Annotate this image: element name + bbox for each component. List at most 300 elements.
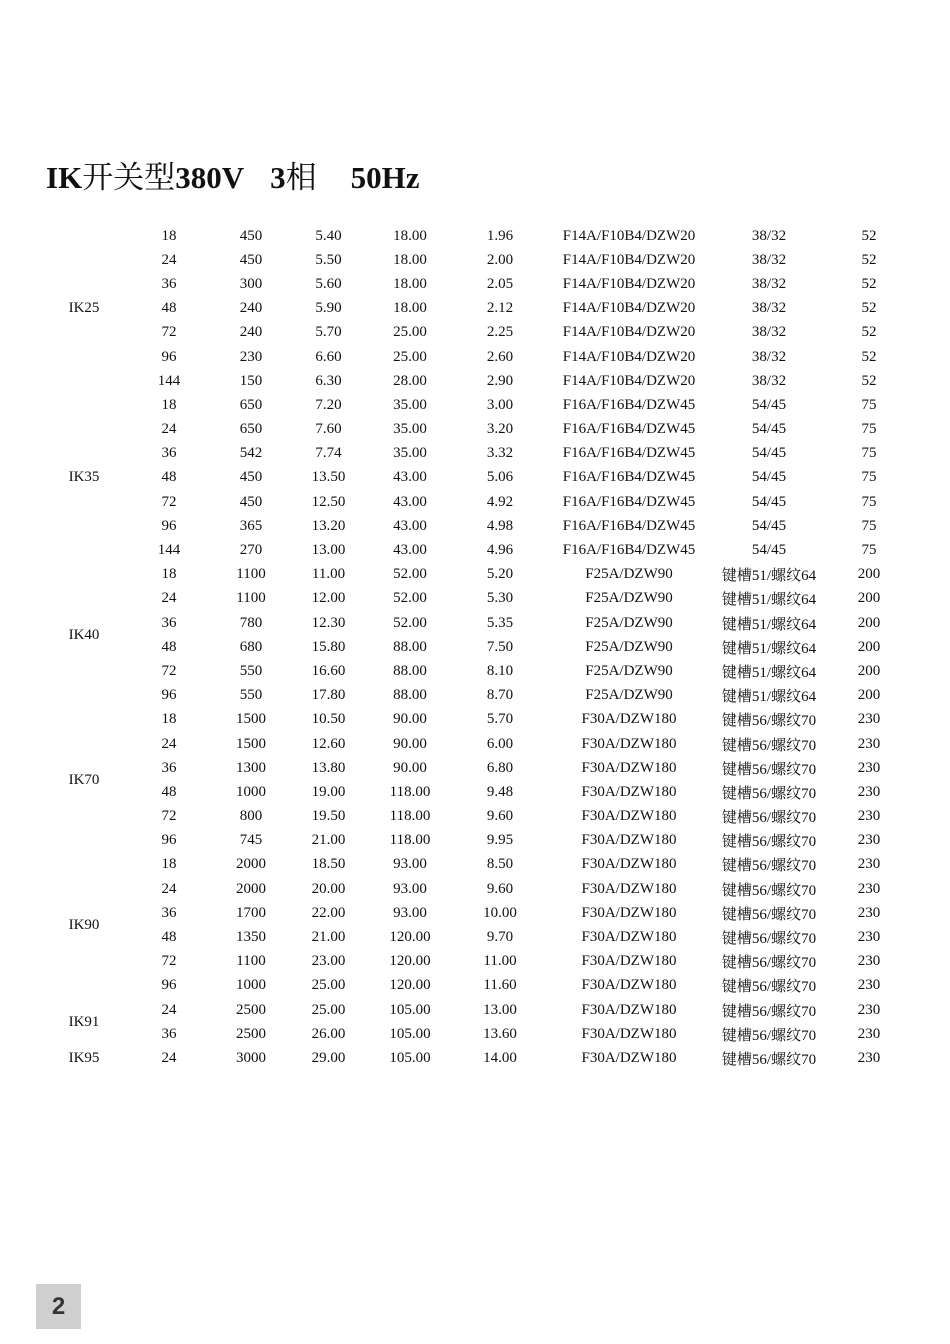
max-current-cell: 18.00 bbox=[393, 227, 427, 244]
table-row bbox=[40, 853, 913, 877]
flange-type-cell: F16A/F16B4/DZW45 bbox=[562, 542, 696, 559]
flange-type-cell: F30A/DZW180 bbox=[581, 832, 677, 849]
current-cell: 25.00 bbox=[311, 1001, 346, 1018]
rated-torque-cell: 1000 bbox=[236, 977, 266, 994]
length-cell: 200 bbox=[857, 638, 881, 655]
weight-cell: 9.60 bbox=[486, 808, 514, 825]
table-row bbox=[40, 248, 913, 272]
table-row bbox=[40, 466, 913, 490]
rated-torque-cell: 2000 bbox=[236, 880, 266, 897]
shaft-spec-cell: 38/32 bbox=[751, 300, 787, 317]
flange-type-cell: F30A/DZW180 bbox=[581, 977, 677, 994]
max-current-cell: 90.00 bbox=[393, 735, 427, 752]
max-current-cell: 90.00 bbox=[393, 711, 427, 728]
length-cell: 230 bbox=[857, 711, 881, 728]
table-row bbox=[40, 369, 913, 393]
max-current-cell: 25.00 bbox=[393, 324, 427, 341]
weight-cell: 2.90 bbox=[486, 372, 514, 389]
pole-count-cell: 24 bbox=[161, 1001, 177, 1018]
max-current-cell: 52.00 bbox=[393, 566, 427, 583]
model-cell: IK40 bbox=[68, 626, 100, 643]
flange-type-cell: F14A/F10B4/DZW20 bbox=[562, 348, 696, 365]
model-cell: IK95 bbox=[68, 1049, 100, 1066]
table-body bbox=[40, 224, 913, 1071]
current-cell: 5.70 bbox=[315, 324, 342, 341]
flange-type-cell: F30A/DZW180 bbox=[581, 1049, 677, 1066]
weight-cell: 9.95 bbox=[486, 832, 514, 849]
weight-cell: 2.25 bbox=[486, 324, 514, 341]
weight-cell: 8.10 bbox=[486, 662, 514, 679]
shaft-spec-cell: 键槽51/螺纹64 bbox=[721, 592, 817, 609]
weight-cell: 14.00 bbox=[483, 1049, 517, 1066]
weight-cell: 11.60 bbox=[483, 977, 517, 994]
rated-torque-cell: 550 bbox=[239, 662, 263, 679]
max-current-cell: 52.00 bbox=[393, 590, 427, 607]
max-current-cell: 105.00 bbox=[389, 1001, 431, 1018]
max-current-cell: 35.00 bbox=[393, 396, 427, 413]
flange-type-cell: F30A/DZW180 bbox=[581, 808, 677, 825]
weight-cell: 13.00 bbox=[483, 1001, 517, 1018]
length-cell: 230 bbox=[857, 1025, 881, 1042]
weight-cell: 3.00 bbox=[486, 396, 514, 413]
weight-cell: 9.70 bbox=[486, 929, 514, 946]
length-cell: 52 bbox=[861, 227, 877, 244]
rated-torque-cell: 650 bbox=[239, 421, 263, 438]
pole-count-cell: 144 bbox=[157, 372, 181, 389]
pole-count-cell: 72 bbox=[161, 324, 177, 341]
flange-type-cell: F30A/DZW180 bbox=[581, 759, 677, 776]
max-current-cell: 93.00 bbox=[393, 856, 427, 873]
length-cell: 230 bbox=[857, 759, 881, 776]
max-current-cell: 93.00 bbox=[393, 880, 427, 897]
max-current-cell: 43.00 bbox=[393, 493, 427, 510]
shaft-spec-cell: 键槽51/螺纹64 bbox=[721, 664, 817, 681]
flange-type-cell: F30A/DZW180 bbox=[581, 1001, 677, 1018]
rated-torque-cell: 1300 bbox=[236, 759, 266, 776]
max-current-cell: 28.00 bbox=[393, 372, 427, 389]
current-cell: 5.40 bbox=[315, 227, 342, 244]
table-row bbox=[40, 998, 913, 1022]
max-current-cell: 90.00 bbox=[393, 759, 427, 776]
flange-type-cell: F25A/DZW90 bbox=[585, 590, 673, 607]
pole-count-cell: 18 bbox=[161, 566, 177, 583]
weight-cell: 5.20 bbox=[486, 566, 514, 583]
shaft-spec-cell: 键槽56/螺纹70 bbox=[721, 1003, 817, 1020]
max-current-cell: 88.00 bbox=[393, 638, 427, 655]
max-current-cell: 120.00 bbox=[389, 929, 431, 946]
pole-count-cell: 24 bbox=[161, 880, 177, 897]
rated-torque-cell: 450 bbox=[239, 227, 263, 244]
title-phase-label: 相 bbox=[285, 160, 317, 195]
length-cell: 52 bbox=[861, 251, 877, 268]
table-row bbox=[40, 780, 913, 804]
max-current-cell: 35.00 bbox=[393, 421, 427, 438]
weight-cell: 4.92 bbox=[486, 493, 514, 510]
length-cell: 75 bbox=[861, 445, 877, 462]
max-current-cell: 25.00 bbox=[393, 348, 427, 365]
weight-cell: 8.70 bbox=[486, 687, 514, 704]
shaft-spec-cell: 键槽56/螺纹70 bbox=[721, 1027, 817, 1044]
pole-count-cell: 72 bbox=[161, 953, 177, 970]
flange-type-cell: F30A/DZW180 bbox=[581, 953, 677, 970]
max-current-cell: 52.00 bbox=[393, 614, 427, 631]
current-cell: 25.00 bbox=[311, 977, 346, 994]
max-current-cell: 105.00 bbox=[389, 1049, 431, 1066]
shaft-spec-cell: 键槽56/螺纹70 bbox=[721, 834, 817, 851]
flange-type-cell: F14A/F10B4/DZW20 bbox=[562, 275, 696, 292]
weight-cell: 3.32 bbox=[486, 445, 514, 462]
current-cell: 20.00 bbox=[311, 880, 346, 897]
pole-count-cell: 36 bbox=[161, 614, 177, 631]
title-phase-number: 3 bbox=[270, 160, 286, 195]
table-row bbox=[40, 950, 913, 974]
pole-count-cell: 144 bbox=[157, 542, 181, 559]
length-cell: 200 bbox=[857, 590, 881, 607]
current-cell: 29.00 bbox=[311, 1049, 346, 1066]
current-cell: 5.50 bbox=[315, 251, 342, 268]
model-cell: IK70 bbox=[68, 771, 100, 788]
weight-cell: 5.35 bbox=[486, 614, 514, 631]
max-current-cell: 105.00 bbox=[389, 1025, 431, 1042]
flange-type-cell: F14A/F10B4/DZW20 bbox=[562, 324, 696, 341]
shaft-spec-cell: 键槽56/螺纹70 bbox=[721, 713, 817, 730]
model-cell: IK35 bbox=[68, 469, 100, 486]
current-cell: 12.50 bbox=[311, 493, 346, 510]
max-current-cell: 120.00 bbox=[389, 953, 431, 970]
pole-count-cell: 96 bbox=[161, 348, 177, 365]
current-cell: 11.00 bbox=[311, 566, 346, 583]
current-cell: 12.60 bbox=[311, 735, 346, 752]
rated-torque-cell: 2000 bbox=[236, 856, 266, 873]
shaft-spec-cell: 键槽56/螺纹70 bbox=[721, 761, 817, 778]
max-current-cell: 88.00 bbox=[393, 687, 427, 704]
pole-count-cell: 48 bbox=[161, 300, 177, 317]
pole-count-cell: 36 bbox=[161, 1025, 177, 1042]
shaft-spec-cell: 38/32 bbox=[751, 275, 787, 292]
current-cell: 7.60 bbox=[315, 421, 342, 438]
pole-count-cell: 36 bbox=[161, 445, 177, 462]
pole-count-cell: 96 bbox=[161, 832, 177, 849]
flange-type-cell: F14A/F10B4/DZW20 bbox=[562, 251, 696, 268]
pole-count-cell: 48 bbox=[161, 783, 177, 800]
rated-torque-cell: 1100 bbox=[236, 590, 266, 607]
pole-count-cell: 36 bbox=[161, 759, 177, 776]
flange-type-cell: F30A/DZW180 bbox=[581, 929, 677, 946]
rated-torque-cell: 240 bbox=[239, 300, 263, 317]
rated-torque-cell: 542 bbox=[239, 445, 263, 462]
pole-count-cell: 24 bbox=[161, 735, 177, 752]
current-cell: 13.80 bbox=[311, 759, 346, 776]
table-row bbox=[40, 684, 913, 708]
length-cell: 75 bbox=[861, 542, 877, 559]
table-row bbox=[40, 659, 913, 683]
current-cell: 13.50 bbox=[311, 469, 346, 486]
flange-type-cell: F16A/F16B4/DZW45 bbox=[562, 493, 696, 510]
shaft-spec-cell: 54/45 bbox=[751, 396, 787, 413]
flange-type-cell: F16A/F16B4/DZW45 bbox=[562, 517, 696, 534]
title-brand: IK bbox=[46, 160, 83, 195]
table-row bbox=[40, 1022, 913, 1046]
shaft-spec-cell: 键槽51/螺纹64 bbox=[721, 568, 817, 585]
length-cell: 230 bbox=[857, 953, 881, 970]
rated-torque-cell: 1100 bbox=[236, 953, 266, 970]
current-cell: 21.00 bbox=[311, 929, 346, 946]
current-cell: 19.00 bbox=[311, 783, 346, 800]
table-row bbox=[40, 805, 913, 829]
shaft-spec-cell: 54/45 bbox=[751, 445, 787, 462]
table-row bbox=[40, 877, 913, 901]
weight-cell: 13.60 bbox=[483, 1025, 517, 1042]
table-row bbox=[40, 756, 913, 780]
table-row bbox=[40, 538, 913, 562]
shaft-spec-cell: 54/45 bbox=[751, 421, 787, 438]
table-row bbox=[40, 297, 913, 321]
rated-torque-cell: 2500 bbox=[236, 1001, 266, 1018]
model-cell: IK91 bbox=[68, 1013, 100, 1030]
length-cell: 230 bbox=[857, 1001, 881, 1018]
table-row bbox=[40, 708, 913, 732]
shaft-spec-cell: 键槽51/螺纹64 bbox=[721, 689, 817, 706]
length-cell: 75 bbox=[861, 396, 877, 413]
shaft-spec-cell: 键槽56/螺纹70 bbox=[721, 979, 817, 996]
max-current-cell: 43.00 bbox=[393, 469, 427, 486]
table-row bbox=[40, 611, 913, 635]
flange-type-cell: F30A/DZW180 bbox=[581, 735, 677, 752]
rated-torque-cell: 1500 bbox=[236, 711, 266, 728]
rated-torque-cell: 230 bbox=[239, 348, 263, 365]
flange-type-cell: F30A/DZW180 bbox=[581, 711, 677, 728]
weight-cell: 11.00 bbox=[483, 953, 517, 970]
flange-type-cell: F30A/DZW180 bbox=[581, 1025, 677, 1042]
length-cell: 230 bbox=[857, 832, 881, 849]
weight-cell: 6.80 bbox=[486, 759, 514, 776]
shaft-spec-cell: 38/32 bbox=[751, 372, 787, 389]
max-current-cell: 118.00 bbox=[389, 832, 431, 849]
rated-torque-cell: 240 bbox=[239, 324, 263, 341]
length-cell: 230 bbox=[857, 929, 881, 946]
table-row bbox=[40, 514, 913, 538]
table-row bbox=[40, 272, 913, 296]
current-cell: 12.30 bbox=[311, 614, 346, 631]
weight-cell: 9.48 bbox=[486, 783, 514, 800]
rated-torque-cell: 745 bbox=[239, 832, 263, 849]
shaft-spec-cell: 54/45 bbox=[751, 493, 787, 510]
weight-cell: 4.96 bbox=[486, 542, 514, 559]
shaft-spec-cell: 键槽56/螺纹70 bbox=[721, 785, 817, 802]
length-cell: 75 bbox=[861, 421, 877, 438]
pole-count-cell: 24 bbox=[161, 251, 177, 268]
length-cell: 52 bbox=[861, 300, 877, 317]
shaft-spec-cell: 54/45 bbox=[751, 469, 787, 486]
rated-torque-cell: 3000 bbox=[236, 1049, 266, 1066]
flange-type-cell: F25A/DZW90 bbox=[585, 638, 673, 655]
shaft-spec-cell: 键槽51/螺纹64 bbox=[721, 616, 817, 633]
table-row bbox=[40, 345, 913, 369]
flange-type-cell: F30A/DZW180 bbox=[581, 880, 677, 897]
shaft-spec-cell: 键槽56/螺纹70 bbox=[721, 737, 817, 754]
max-current-cell: 120.00 bbox=[389, 977, 431, 994]
table-row bbox=[40, 901, 913, 925]
model-cell: IK90 bbox=[68, 916, 100, 933]
flange-type-cell: F30A/DZW180 bbox=[581, 783, 677, 800]
length-cell: 52 bbox=[861, 372, 877, 389]
current-cell: 6.30 bbox=[315, 372, 342, 389]
weight-cell: 3.20 bbox=[486, 421, 514, 438]
rated-torque-cell: 270 bbox=[239, 542, 263, 559]
pole-count-cell: 48 bbox=[161, 638, 177, 655]
current-cell: 5.60 bbox=[315, 275, 342, 292]
current-cell: 21.00 bbox=[311, 832, 346, 849]
table-row bbox=[40, 587, 913, 611]
table-row bbox=[40, 321, 913, 345]
title-type: 开关型 bbox=[82, 160, 176, 195]
length-cell: 230 bbox=[857, 735, 881, 752]
shaft-spec-cell: 键槽56/螺纹70 bbox=[721, 906, 817, 923]
length-cell: 75 bbox=[861, 493, 877, 510]
pole-count-cell: 18 bbox=[161, 396, 177, 413]
max-current-cell: 88.00 bbox=[393, 662, 427, 679]
shaft-spec-cell: 38/32 bbox=[751, 227, 787, 244]
max-current-cell: 35.00 bbox=[393, 445, 427, 462]
rated-torque-cell: 300 bbox=[239, 275, 263, 292]
weight-cell: 8.50 bbox=[486, 856, 514, 873]
flange-type-cell: F25A/DZW90 bbox=[585, 662, 673, 679]
pole-count-cell: 18 bbox=[161, 227, 177, 244]
rated-torque-cell: 680 bbox=[239, 638, 263, 655]
table-row bbox=[40, 732, 913, 756]
rated-torque-cell: 2500 bbox=[236, 1025, 266, 1042]
rated-torque-cell: 150 bbox=[239, 372, 263, 389]
weight-cell: 2.00 bbox=[486, 251, 514, 268]
length-cell: 75 bbox=[861, 517, 877, 534]
pole-count-cell: 18 bbox=[161, 711, 177, 728]
current-cell: 13.20 bbox=[311, 517, 346, 534]
pole-count-cell: 96 bbox=[161, 977, 177, 994]
flange-type-cell: F16A/F16B4/DZW45 bbox=[562, 421, 696, 438]
weight-cell: 2.05 bbox=[486, 275, 514, 292]
flange-type-cell: F14A/F10B4/DZW20 bbox=[562, 372, 696, 389]
current-cell: 7.20 bbox=[315, 396, 342, 413]
current-cell: 16.60 bbox=[311, 662, 346, 679]
pole-count-cell: 24 bbox=[161, 590, 177, 607]
page-number: 2 bbox=[36, 1284, 81, 1329]
max-current-cell: 43.00 bbox=[393, 542, 427, 559]
length-cell: 52 bbox=[861, 348, 877, 365]
length-cell: 230 bbox=[857, 880, 881, 897]
shaft-spec-cell: 键槽56/螺纹70 bbox=[721, 955, 817, 972]
weight-cell: 10.00 bbox=[483, 904, 517, 921]
weight-cell: 7.50 bbox=[486, 638, 514, 655]
rated-torque-cell: 800 bbox=[239, 808, 263, 825]
motor-spec-table bbox=[40, 224, 913, 1071]
flange-type-cell: F25A/DZW90 bbox=[585, 566, 673, 583]
rated-torque-cell: 1000 bbox=[236, 783, 266, 800]
table-row bbox=[40, 442, 913, 466]
shaft-spec-cell: 键槽56/螺纹70 bbox=[721, 810, 817, 827]
shaft-spec-cell: 38/32 bbox=[751, 324, 787, 341]
pole-count-cell: 48 bbox=[161, 929, 177, 946]
current-cell: 18.50 bbox=[311, 856, 346, 873]
rated-torque-cell: 1350 bbox=[236, 929, 266, 946]
current-cell: 19.50 bbox=[311, 808, 346, 825]
length-cell: 200 bbox=[857, 614, 881, 631]
pole-count-cell: 24 bbox=[161, 421, 177, 438]
shaft-spec-cell: 键槽56/螺纹70 bbox=[721, 858, 817, 875]
flange-type-cell: F30A/DZW180 bbox=[581, 904, 677, 921]
weight-cell: 2.12 bbox=[486, 300, 514, 317]
flange-type-cell: F14A/F10B4/DZW20 bbox=[562, 227, 696, 244]
table-row bbox=[40, 635, 913, 659]
table-row bbox=[40, 393, 913, 417]
max-current-cell: 18.00 bbox=[393, 251, 427, 268]
length-cell: 200 bbox=[857, 566, 881, 583]
rated-torque-cell: 1700 bbox=[236, 904, 266, 921]
max-current-cell: 118.00 bbox=[389, 783, 431, 800]
flange-type-cell: F16A/F16B4/DZW45 bbox=[562, 445, 696, 462]
table-row bbox=[40, 224, 913, 248]
rated-torque-cell: 650 bbox=[239, 396, 263, 413]
max-current-cell: 118.00 bbox=[389, 808, 431, 825]
rated-torque-cell: 450 bbox=[239, 493, 263, 510]
length-cell: 230 bbox=[857, 977, 881, 994]
rated-torque-cell: 1500 bbox=[236, 735, 266, 752]
length-cell: 52 bbox=[861, 324, 877, 341]
table-row bbox=[40, 418, 913, 442]
pole-count-cell: 72 bbox=[161, 493, 177, 510]
current-cell: 23.00 bbox=[311, 953, 346, 970]
shaft-spec-cell: 38/32 bbox=[751, 348, 787, 365]
current-cell: 15.80 bbox=[311, 638, 346, 655]
shaft-spec-cell: 键槽56/螺纹70 bbox=[721, 882, 817, 899]
table-row bbox=[40, 974, 913, 998]
flange-type-cell: F14A/F10B4/DZW20 bbox=[562, 300, 696, 317]
current-cell: 12.00 bbox=[311, 590, 346, 607]
title-voltage: 380V bbox=[175, 160, 245, 195]
flange-type-cell: F25A/DZW90 bbox=[585, 614, 673, 631]
length-cell: 230 bbox=[857, 783, 881, 800]
table-row bbox=[40, 490, 913, 514]
model-cell: IK25 bbox=[68, 300, 100, 317]
current-cell: 17.80 bbox=[311, 687, 346, 704]
length-cell: 75 bbox=[861, 469, 877, 486]
current-cell: 10.50 bbox=[311, 711, 346, 728]
flange-type-cell: F25A/DZW90 bbox=[585, 687, 673, 704]
table-row bbox=[40, 829, 913, 853]
shaft-spec-cell: 38/32 bbox=[751, 251, 787, 268]
max-current-cell: 18.00 bbox=[393, 275, 427, 292]
flange-type-cell: F16A/F16B4/DZW45 bbox=[562, 396, 696, 413]
flange-type-cell: F16A/F16B4/DZW45 bbox=[562, 469, 696, 486]
length-cell: 230 bbox=[857, 808, 881, 825]
weight-cell: 6.00 bbox=[486, 735, 514, 752]
max-current-cell: 93.00 bbox=[393, 904, 427, 921]
weight-cell: 2.60 bbox=[486, 348, 514, 365]
rated-torque-cell: 780 bbox=[239, 614, 263, 631]
shaft-spec-cell: 键槽51/螺纹64 bbox=[721, 640, 817, 657]
weight-cell: 1.96 bbox=[486, 227, 514, 244]
length-cell: 52 bbox=[861, 275, 877, 292]
current-cell: 6.60 bbox=[315, 348, 342, 365]
pole-count-cell: 36 bbox=[161, 904, 177, 921]
pole-count-cell: 48 bbox=[161, 469, 177, 486]
rated-torque-cell: 365 bbox=[239, 517, 263, 534]
table-row bbox=[40, 1046, 913, 1070]
shaft-spec-cell: 键槽56/螺纹70 bbox=[721, 931, 817, 948]
current-cell: 22.00 bbox=[311, 904, 346, 921]
weight-cell: 5.06 bbox=[486, 469, 514, 486]
weight-cell: 5.70 bbox=[486, 711, 514, 728]
page-title bbox=[46, 158, 419, 198]
